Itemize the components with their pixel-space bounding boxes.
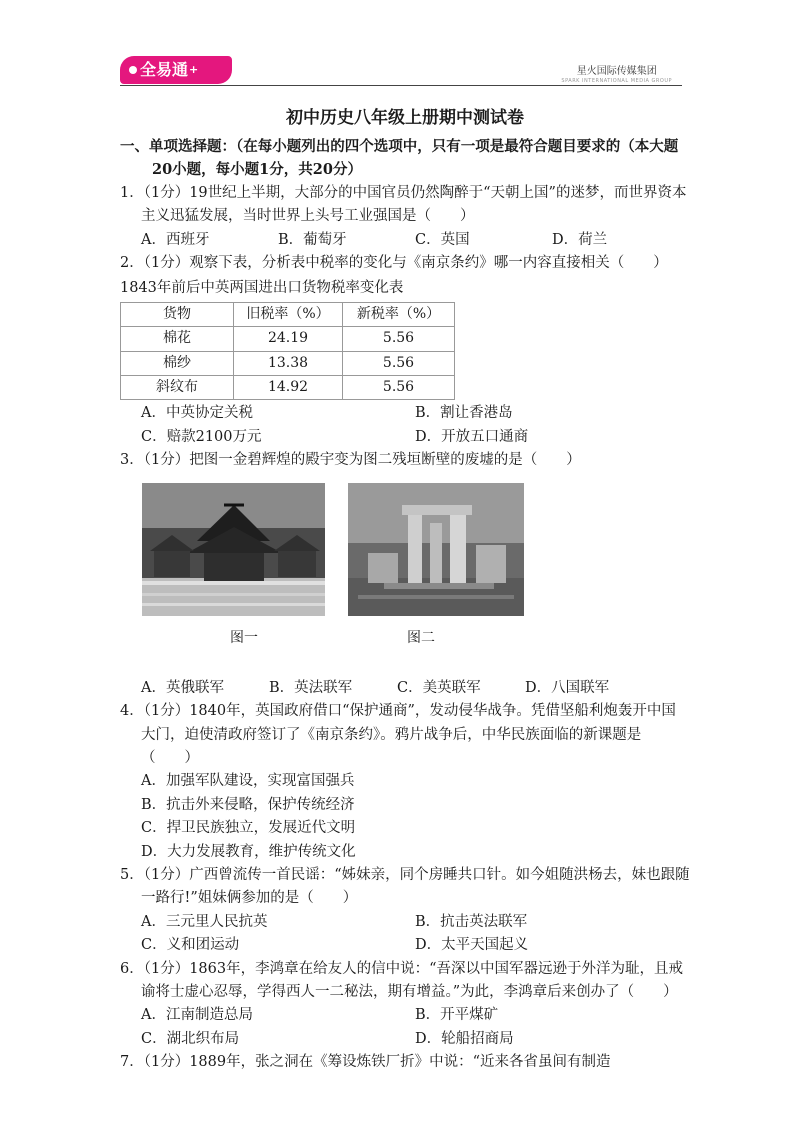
table-row <box>121 376 455 400</box>
logo-dot-icon <box>129 66 137 74</box>
table-cell: 24.19 <box>234 327 343 351</box>
publisher-name-en: SPARK INTERNATIONAL MEDIA GROUP <box>561 78 672 84</box>
table-header-cell: 货物 <box>121 302 234 326</box>
page-header <box>0 0 800 95</box>
table-cell: 13.38 <box>234 351 343 375</box>
exam-title: 初中历史八年级上册期中测试卷 <box>286 108 524 128</box>
table-header-cell: 旧税率（%） <box>234 302 343 326</box>
option-c: C．捍卫民族独立，发展近代文明 <box>141 820 356 837</box>
publisher-name: 星火国际传媒集团 <box>576 66 657 77</box>
option-c: C．义和团运动 <box>141 937 240 954</box>
option-a: A．中英协定关税 <box>141 405 253 422</box>
option-d: D．开放五口通商 <box>415 428 529 445</box>
question-5: 5．（1分）广西曾流传一首民谣：“姊妹亲，同个房睡共口针。如今姐随洪杨去，妹也跟随一路行!”姐妹俩参加的是（ ） <box>120 866 690 907</box>
question-6-options-row2 <box>120 1028 690 1051</box>
table-row <box>121 351 455 375</box>
option-a: A．江南制造总局 <box>141 1007 253 1024</box>
table-header-cell: 新税率（%） <box>343 302 455 326</box>
palace-photo <box>142 483 325 616</box>
table-header-row <box>121 302 455 326</box>
question-2-options-row1 <box>120 402 690 425</box>
option-b: B．葡萄牙 <box>278 231 347 248</box>
table-cell: 5.56 <box>343 376 455 400</box>
option-d: D．荷兰 <box>552 231 608 248</box>
question-5-options-row2 <box>120 934 690 957</box>
table-cell: 14.92 <box>234 376 343 400</box>
option-c: C．英国 <box>415 231 470 248</box>
option-d: D．大力发展教育，维护传统文化 <box>141 843 356 860</box>
brand-logo <box>120 56 232 84</box>
question-5-options-row1 <box>120 911 690 934</box>
header-divider <box>120 85 682 86</box>
question-2: 2．（1分）观察下表，分析表中税率的变化与《南京条约》哪一内容直接相关（ ） <box>120 255 668 272</box>
question-2-options-row2 <box>120 426 690 449</box>
option-b: B．英法联军 <box>269 679 353 696</box>
option-a: A．西班牙 <box>141 231 210 248</box>
table-cell: 5.56 <box>343 327 455 351</box>
figure-1-caption: 图一 <box>230 629 258 646</box>
option-b: B．抗击英法联军 <box>415 913 528 930</box>
question-3-figures <box>142 477 690 677</box>
option-d: D．轮船招商局 <box>415 1030 514 1047</box>
logo-plus: + <box>189 63 199 76</box>
question-3: 3．（1分）把图一金碧辉煌的殿宇变为图二残垣断壁的废墟的是（ ） <box>120 452 581 469</box>
exam-content <box>120 103 690 1075</box>
question-4: 4．（1分）1840年，英国政府借口“保护通商”，发动侵华战争。凭借坚船利炮轰开中国大门，迫使清政府签订了《南京条约》。鸦片战争后，中华民族面临的新课题是（ ） <box>120 703 676 766</box>
table-caption: 1843年前后中英两国进出口货物税率变化表 <box>120 280 404 297</box>
logo-text: 全易通 <box>140 60 189 79</box>
table-cell: 棉纱 <box>121 351 234 375</box>
question-1: 1．（1分）19世纪上半期，大部分的中国官员仍然陶醉于“天朝上国”的迷梦，而世界资本主义迅猛发展，当时世界上头号工业强国是（ ） <box>120 184 687 225</box>
option-a: A．英俄联军 <box>141 679 224 696</box>
option-b: B．抗击外来侵略，保护传统经济 <box>141 796 355 813</box>
option-c: C．赔款2100万元 <box>141 428 262 445</box>
option-b: B．开平煤矿 <box>415 1007 499 1024</box>
table-cell: 棉花 <box>121 327 234 351</box>
question-7: 7．（1分）1889年，张之洞在《筹设炼铁厂折》中说：“近来各省虽间有制造 <box>120 1054 611 1071</box>
table-row <box>121 327 455 351</box>
question-6: 6．（1分）1863年，李鸿章在给友人的信中说：“吾深以中国军器远逊于外洋为耻，且戒谕将士虚心忍辱，学得西人一二秘法，期有增益。”为此，李鸿章后来创办了（ ） <box>120 960 684 1000</box>
table-cell: 斜纹布 <box>121 376 234 400</box>
publisher-brand <box>561 62 672 84</box>
question-3-options <box>120 677 690 700</box>
tax-rate-table <box>120 302 455 401</box>
ruins-photo <box>348 483 524 616</box>
option-a: A．加强军队建设，实现富国强兵 <box>141 773 355 790</box>
option-c: C．美英联军 <box>397 679 481 696</box>
table-cell: 5.56 <box>343 351 455 375</box>
option-d: D．太平天国起义 <box>415 937 529 954</box>
figure-2-caption: 图二 <box>407 629 435 646</box>
question-1-options <box>120 229 690 252</box>
option-b: B．割让香港岛 <box>415 405 513 422</box>
option-c: C．湖北织布局 <box>141 1030 240 1047</box>
section-heading: 一、单项选择题：（在每小题列出的四个选项中，只有一项是最符合题目要求的（本大题20小题，每小题1分，共20分） <box>120 138 679 179</box>
question-6-options-row1 <box>120 1004 690 1027</box>
option-a: A．三元里人民抗英 <box>141 913 268 930</box>
option-d: D．八国联军 <box>525 679 610 696</box>
